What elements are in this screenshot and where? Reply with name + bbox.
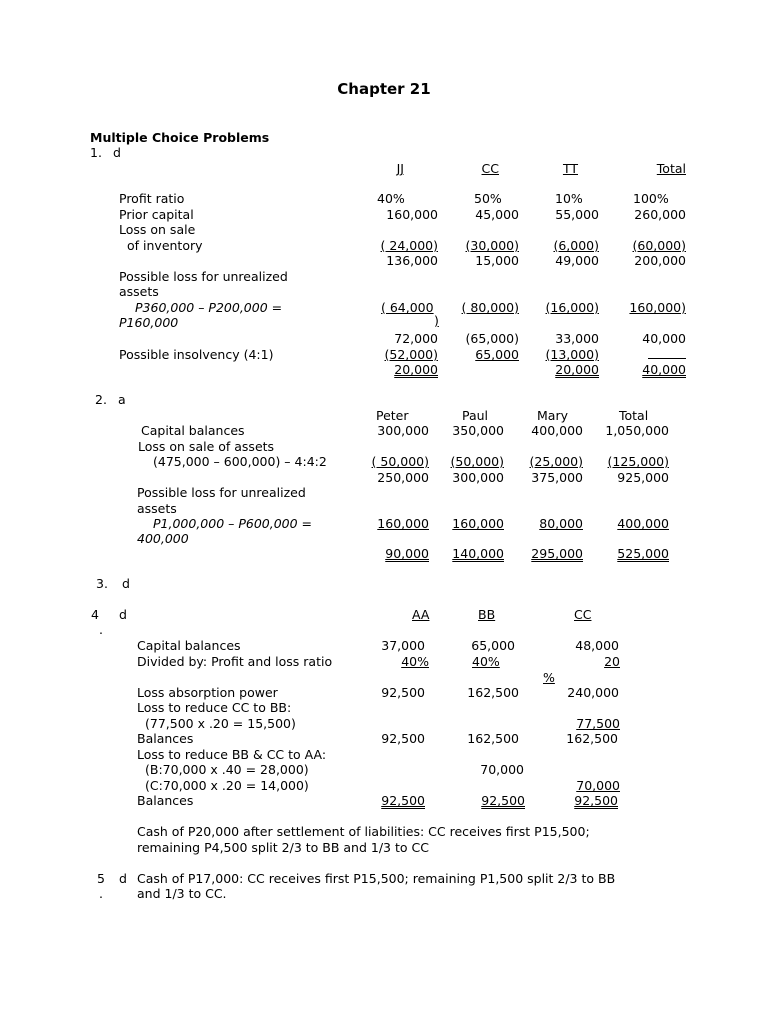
q4-answer: d [119, 607, 127, 622]
q4-reduce1-cc: 77,500 [576, 716, 620, 731]
q2-capital-label: Capital balances [141, 423, 245, 438]
q4-number-dot: . [99, 622, 103, 637]
q2-final-mary: 295,000 [531, 546, 583, 561]
q4-balances2-bb: 92,500 [481, 793, 525, 808]
q2-capital-paul: 350,000 [452, 423, 504, 438]
q4-note-line-1: Cash of P20,000 after settlement of liabilities: CC receives first P15,500; [137, 824, 590, 839]
q4-number: 4 [91, 607, 99, 622]
q2-final-total: 525,000 [617, 546, 669, 561]
q1-prior-capital-tt: 55,000 [555, 207, 599, 222]
q2-possible-mary: 80,000 [539, 516, 583, 531]
q1-loss-inv-jj: ( 24,000) [380, 238, 438, 253]
q4-capital-cc: 48,000 [575, 638, 619, 653]
q5-answer: d [119, 871, 127, 886]
q4-header-aa: AA [412, 607, 430, 622]
q1-insolvency-label: Possible insolvency (4:1) [119, 347, 274, 362]
q1-loss-inv-tt: (6,000) [553, 238, 599, 253]
q1-profit-ratio-jj: 40% [377, 191, 405, 206]
q2-sub1-total: 925,000 [617, 470, 669, 485]
q1-number: 1. [90, 145, 102, 160]
q1-header-jj: JJ [396, 161, 404, 176]
q1-possible-loss-total: 160,000) [629, 300, 686, 315]
q1-sub1-jj: 136,000 [386, 253, 438, 268]
q1-sub1-total: 200,000 [634, 253, 686, 268]
q5-number: 5 [97, 871, 105, 886]
q4-reduce1-calc: (77,500 x .20 = 15,500) [145, 716, 296, 731]
q3-number: 3. [96, 576, 108, 591]
q2-loss-peter: ( 50,000) [371, 454, 429, 469]
q4-divide-cc-percent: % [543, 670, 555, 685]
q1-header-tt: TT [562, 161, 578, 176]
q4-reduce2-label: Loss to reduce BB & CC to AA: [137, 747, 327, 762]
q1-total-rule [648, 358, 686, 359]
q4-reduce2-bb: 70,000 [480, 762, 524, 777]
q2-possible-paul: 160,000 [452, 516, 504, 531]
q2-possible-label-1: Possible loss for unrealized [137, 485, 306, 500]
q1-loss-inv-cc: (30,000) [465, 238, 519, 253]
q1-insolvency-tt: (13,000) [545, 347, 599, 362]
q4-capital-label: Capital balances [137, 638, 241, 653]
q1-sub2-cc: (65,000) [465, 331, 519, 346]
q1-loss-label-1: Loss on sale [119, 222, 196, 237]
q1-possible-loss-cc: ( 80,000) [461, 300, 519, 315]
q1-loss-label-2: of inventory [127, 238, 203, 253]
q1-sub1-cc: 15,000 [475, 253, 519, 268]
q1-final-jj: 20,000 [394, 362, 438, 377]
q2-loss-mary: (25,000) [529, 454, 583, 469]
q4-reduce2-cc: 70,000 [576, 778, 620, 793]
q1-profit-ratio-tt: 10% [555, 191, 583, 206]
q1-prior-capital-cc: 45,000 [475, 207, 519, 222]
q1-prior-capital-jj: 160,000 [386, 207, 438, 222]
q4-balances2-cc: 92,500 [574, 793, 618, 808]
q1-prior-capital-total: 260,000 [634, 207, 686, 222]
q2-number: 2. [95, 392, 107, 407]
q4-balances2-aa: 92,500 [381, 793, 425, 808]
q4-balances1-aa: 92,500 [381, 731, 425, 746]
q4-header-bb: BB [478, 607, 496, 622]
q1-possible-loss-jj-paren: ) [434, 313, 439, 328]
q4-lap-cc: 240,000 [567, 685, 619, 700]
q2-loss-paul: (50,000) [450, 454, 504, 469]
q4-reduce2-calc-b: (B:70,000 x .40 = 28,000) [145, 762, 309, 777]
q2-possible-total: 400,000 [617, 516, 669, 531]
q1-possible-calc-2: P160,000 [119, 315, 179, 330]
q4-reduce2-calc-c: (C:70,000 x .20 = 14,000) [145, 778, 309, 793]
page-title: Chapter 21 [337, 80, 431, 98]
q4-divide-cc: 20 [604, 654, 620, 669]
q5-text-line-1: Cash of P17,000: CC receives first P15,500; remaining P1,500 split 2/3 to BB [137, 871, 616, 886]
q1-insolvency-jj: (52,000) [384, 347, 438, 362]
q5-number-dot: . [99, 886, 103, 901]
q2-possible-calc-2: 400,000 [137, 531, 189, 546]
q1-possible-label-2: assets [119, 284, 159, 299]
q2-answer: a [118, 392, 126, 407]
q2-header-paul: Paul [462, 408, 489, 423]
q2-header-mary: Mary [537, 408, 568, 423]
q1-possible-loss-tt: (16,000) [545, 300, 599, 315]
q4-reduce1-label: Loss to reduce CC to BB: [137, 700, 292, 715]
q1-profit-ratio-label: Profit ratio [119, 191, 185, 206]
q2-sub1-paul: 300,000 [452, 470, 504, 485]
q2-final-paul: 140,000 [452, 546, 504, 561]
q4-header-cc: CC [574, 607, 592, 622]
q3-answer: d [122, 576, 130, 591]
q2-possible-label-2: assets [137, 501, 177, 516]
q1-header-total: Total [656, 161, 686, 176]
q1-insolvency-cc: 65,000 [475, 347, 519, 362]
q5-text-line-2: and 1/3 to CC. [137, 886, 227, 901]
q4-balances2-label: Balances [137, 793, 194, 808]
q2-possible-peter: 160,000 [377, 516, 429, 531]
q2-sub1-peter: 250,000 [377, 470, 429, 485]
q1-profit-ratio-total: 100% [633, 191, 669, 206]
q1-sub2-jj: 72,000 [394, 331, 438, 346]
q4-divide-aa: 40% [401, 654, 429, 669]
q2-possible-calc-1: P1,000,000 – P600,000 = [153, 516, 313, 531]
q4-balances1-bb: 162,500 [467, 731, 519, 746]
q1-sub1-tt: 49,000 [555, 253, 599, 268]
q4-lap-aa: 92,500 [381, 685, 425, 700]
q4-divide-label: Divided by: Profit and loss ratio [137, 654, 333, 669]
q2-loss-calc: (475,000 – 600,000) – 4:4:2 [153, 454, 327, 469]
q1-possible-label-1: Possible loss for unrealized [119, 269, 288, 284]
q1-sub2-total: 40,000 [642, 331, 686, 346]
q4-lap-label: Loss absorption power [137, 685, 278, 700]
q2-header-total: Total [619, 408, 649, 423]
q1-final-tt: 20,000 [555, 362, 599, 377]
q4-capital-bb: 65,000 [471, 638, 515, 653]
section-heading: Multiple Choice Problems [90, 130, 270, 145]
q1-loss-inv-total: (60,000) [632, 238, 686, 253]
q1-sub2-tt: 33,000 [555, 331, 599, 346]
q2-capital-total: 1,050,000 [605, 423, 669, 438]
q1-possible-loss-jj: ( 64,000 [381, 300, 434, 315]
q4-balances1-label: Balances [137, 731, 194, 746]
q1-answer: d [113, 145, 121, 160]
q1-final-total: 40,000 [642, 362, 686, 377]
q4-balances1-cc: 162,500 [566, 731, 618, 746]
q4-divide-bb: 40% [472, 654, 500, 669]
q4-note-line-2: remaining P4,500 split 2/3 to BB and 1/3 to CC [137, 840, 429, 855]
q2-sub1-mary: 375,000 [531, 470, 583, 485]
q1-prior-capital-label: Prior capital [119, 207, 194, 222]
q4-capital-aa: 37,000 [381, 638, 425, 653]
q2-capital-peter: 300,000 [377, 423, 429, 438]
q2-final-peter: 90,000 [385, 546, 429, 561]
q4-lap-bb: 162,500 [467, 685, 519, 700]
q2-loss-total: (125,000) [607, 454, 669, 469]
q1-profit-ratio-cc: 50% [474, 191, 502, 206]
q1-header-cc: CC [481, 161, 499, 176]
q2-loss-label: Loss on sale of assets [138, 439, 275, 454]
q1-possible-calc-1: P360,000 – P200,000 = [135, 300, 283, 315]
q2-capital-mary: 400,000 [531, 423, 583, 438]
q2-header-peter: Peter [376, 408, 409, 423]
